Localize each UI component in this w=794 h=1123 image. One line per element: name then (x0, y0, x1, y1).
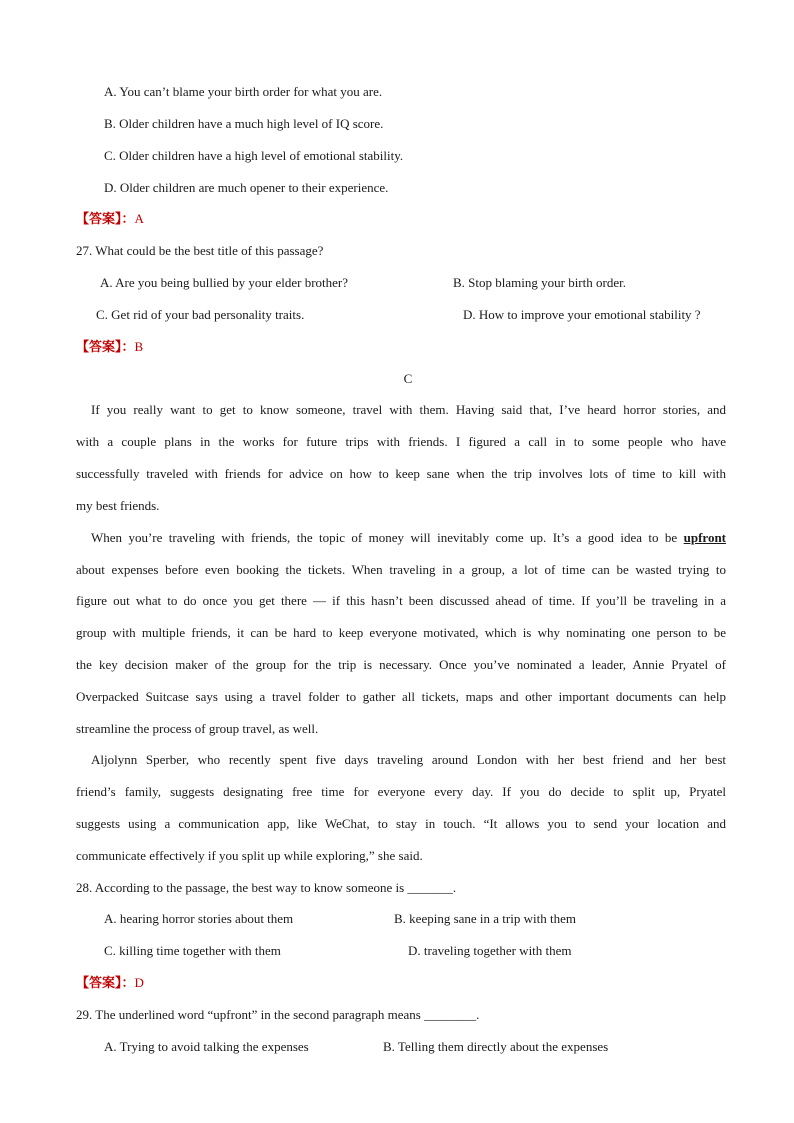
q26-answer (76, 211, 144, 227)
answer-label: 【答案】： (76, 339, 135, 354)
q27-answer (76, 339, 143, 355)
answer-label: 【答案】： (76, 975, 135, 990)
passage-line: my best friends. (76, 498, 160, 513)
passage-line: the key decision maker of the group for the trip is necessary. Once you’ve nominated a leader, Annie Pryatel of (76, 657, 726, 672)
q28-option-b: B. keeping sane in a trip with them (394, 911, 576, 926)
q26-option-d: D. Older children are much opener to their experience. (104, 180, 389, 195)
q26-option-b: B. Older children have a much high level of IQ score. (104, 116, 384, 131)
passage-line: figure out what to do once you get there — if this hasn’t been discussed ahead of time. If you’ll be traveling in a (76, 593, 726, 608)
q26-option-c: C. Older children have a high level of emotional stability. (104, 148, 404, 163)
q27-option-a: A. Are you being bullied by your elder brother? (100, 275, 349, 290)
passage-line: suggests using a communication app, like WeChat, to stay in touch. “It allows you to send your location and (76, 816, 726, 831)
passage-line: Overpacked Suitcase says using a travel folder to gather all tickets, maps and other important documents can help (76, 689, 726, 704)
answer-label: 【答案】： (76, 211, 135, 226)
answer-value: D (134, 975, 144, 990)
section-heading: C (403, 371, 413, 386)
q29-question: 29. The underlined word “upfront” in the second paragraph means ________. (76, 1007, 480, 1022)
passage-line (91, 530, 726, 546)
passage-line: group with multiple friends, it can be hard to keep everyone motivated, which is why nominating one person to be (76, 625, 726, 640)
underlined-word: upfront (683, 530, 727, 545)
passage-line: streamline the process of group travel, as well. (76, 721, 319, 736)
q28-option-a: A. hearing horror stories about them (104, 911, 294, 926)
answer-value: A (134, 211, 144, 226)
passage-line: Aljolynn Sperber, who recently spent five days traveling around London with her best friend and her best (91, 752, 726, 767)
q28-option-d: D. traveling together with them (408, 943, 572, 958)
answer-value: B (134, 339, 144, 354)
q28-question: 28. According to the passage, the best way to know someone is _______. (76, 880, 457, 895)
passage-line: about expenses before even booking the tickets. When traveling in a group, a lot of time can be wasted trying to (76, 562, 726, 577)
q27-option-c: C. Get rid of your bad personality traits. (96, 307, 305, 322)
passage-line: If you really want to get to know someone, travel with them. Having said that, I’ve heard horror stories, and (91, 402, 726, 417)
q29-option-b: B. Telling them directly about the expenses (383, 1039, 609, 1054)
passage-line: successfully traveled with friends for advice on how to keep sane when the trip involves lots of time to kill with (76, 466, 726, 481)
q27-option-b: B. Stop blaming your birth order. (453, 275, 626, 290)
passage-text: When you’re traveling with friends, the topic of money will inevitably come up. It’s a good idea to be (91, 530, 678, 545)
q28-answer (76, 975, 144, 991)
q27-question: 27. What could be the best title of this passage? (76, 243, 324, 258)
q27-option-d: D. How to improve your emotional stability ? (463, 307, 701, 322)
q29-option-a: A. Trying to avoid talking the expenses (104, 1039, 309, 1054)
q28-option-c: C. killing time together with them (104, 943, 281, 958)
passage-line: with a couple plans in the works for future trips with friends. I figured a call in to some people who have (76, 434, 726, 449)
q26-option-a: A. You can’t blame your birth order for what you are. (104, 84, 383, 99)
passage-line: communicate effectively if you split up while exploring,” she said. (76, 848, 423, 863)
passage-line: friend’s family, suggests designating free time for everyone every day. If you do decide to split up, Pryatel (76, 784, 726, 799)
